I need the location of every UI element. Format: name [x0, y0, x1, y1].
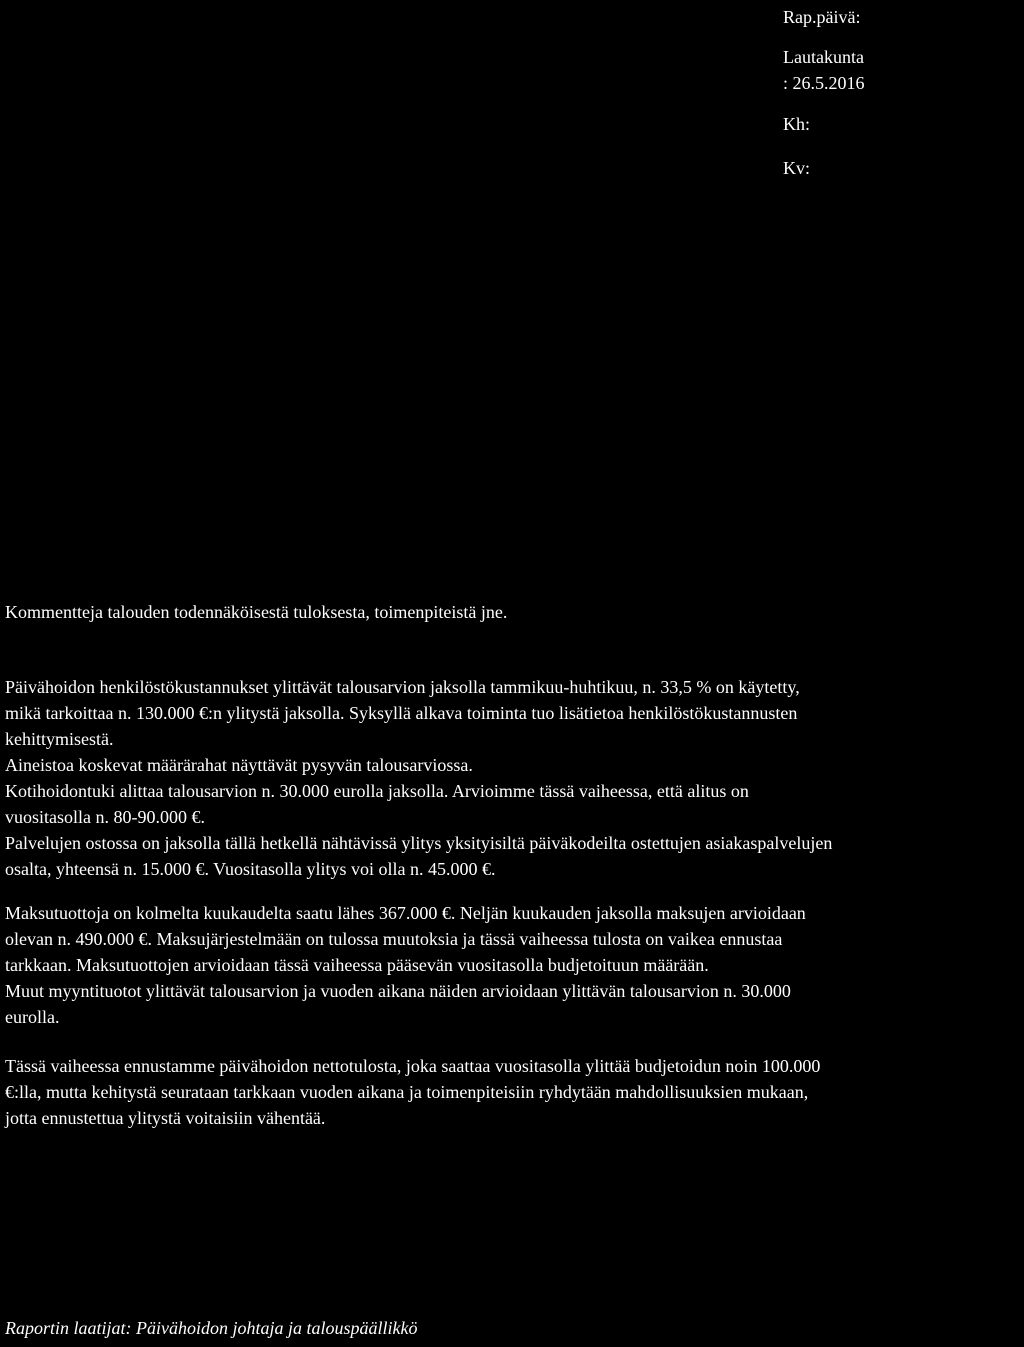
paragraph-line: Muut myyntituotot ylittävät talousarvion ja vuoden aikana näiden arvioidaan ylittävän talousarvion n. 30.000 — [5, 981, 791, 1001]
committee-date: : 26.5.2016 — [783, 73, 865, 93]
paragraph-line: kehittymisestä. — [5, 729, 114, 749]
paragraph-forecast — [5, 1053, 1020, 1131]
paragraph-line: Palvelujen ostossa on jaksolla tällä hetkellä nähtävissä ylitys yksityisiltä päiväkodeilta ostettujen asiakaspalvelujen — [5, 833, 833, 853]
paragraph-personnel-costs — [5, 674, 1020, 882]
report-authors: Raportin laatijat: Päivähoidon johtaja ja talouspäällikkö — [5, 1318, 418, 1338]
paragraph-line: Aineistoa koskevat määrärahat näyttävät pysyvän talousarviossa. — [5, 755, 473, 775]
paragraph-line: osalta, yhteensä n. 15.000 €. Vuositasolla ylitys voi olla n. 45.000 €. — [5, 859, 496, 879]
kv-label: Kv: — [783, 158, 810, 178]
paragraph-line: Tässä vaiheessa ennustamme päivähoidon nettotulosta, joka saattaa vuositasolla ylittää budjetoidun noin 100.000 — [5, 1056, 821, 1076]
paragraph-line: jotta ennustettua ylitystä voitaisiin vähentää. — [5, 1108, 326, 1128]
paragraph-line: Maksutuottoja on kolmelta kuukaudelta saatu lähes 367.000 €. Neljän kuukauden jaksolla maksujen arvioidaan — [5, 903, 806, 923]
paragraph-line: €:lla, mutta kehitystä seurataan tarkkaan vuoden aikana ja toimenpiteisiin ryhdytään mahdollisuuksien mukaan, — [5, 1082, 809, 1102]
paragraph-line: Päivähoidon henkilöstökustannukset ylittävät talousarvion jaksolla tammikuu-huhtikuu, n. 33,5 % on käytetty, — [5, 677, 800, 697]
paragraph-line: eurolla. — [5, 1007, 60, 1027]
kh-label: Kh: — [783, 114, 810, 134]
committee-label: Lautakunta — [783, 47, 864, 67]
paragraph-line: Kotihoidontuki alittaa talousarvion n. 30.000 eurolla jaksolla. Arvioimme tässä vaiheessa, että alitus on — [5, 781, 749, 801]
comments-heading: Kommentteja talouden todennäköisestä tuloksesta, toimenpiteistä jne. — [5, 602, 508, 622]
paragraph-line: mikä tarkoittaa n. 130.000 €:n ylitystä jaksolla. Syksyllä alkava toiminta tuo lisätietoa henkilöstökustannusten — [5, 703, 798, 723]
paragraph-line: tarkkaan. Maksutuottojen arvioidaan tässä vaiheessa pääsevän vuositasolla budjetoituun määrään. — [5, 955, 709, 975]
paragraph-line: vuositasolla n. 80-90.000 €. — [5, 807, 205, 827]
paragraph-line: olevan n. 490.000 €. Maksujärjestelmään on tulossa muutoksia ja tässä vaiheessa tulosta on vaikea ennustaa — [5, 929, 783, 949]
paragraph-fee-income — [5, 900, 1020, 1030]
report-date-label: Rap.päivä: — [783, 7, 861, 27]
